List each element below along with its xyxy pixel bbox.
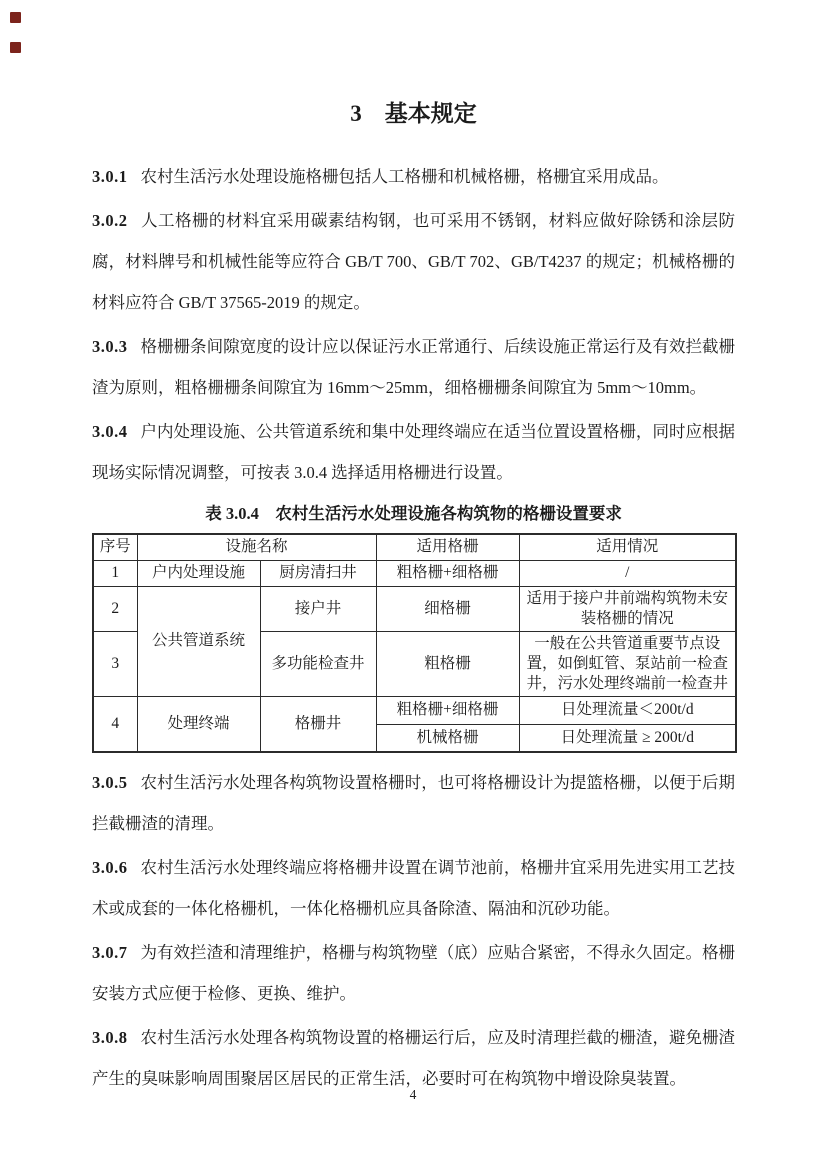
clause-text: 农村生活污水处理终端应将格栅井设置在调节池前，格栅井宜采用先进实用工艺技术或成套的一体化格栅机，一体化格栅机应具备除渣、隔油和沉砂功能。 [92,858,735,918]
header-facility: 设施名称 [137,534,376,560]
clause-number: 3.0.3 [92,337,128,356]
table-row [93,696,736,724]
cell-grille: 粗格栅+细格栅 [376,696,519,724]
cell-facility: 厨房清扫井 [260,560,376,586]
clause-3-0-1 [92,156,735,197]
section-title: 3 基本规定 [350,101,477,126]
cell-facility-group: 处理终端 [137,696,260,752]
clause-text: 农村生活污水处理各构筑物设置的格栅运行后，应及时清理拦截的栅渣，避免栅渣产生的臭味影响周围聚居区居民的正常生活，必要时可在构筑物中增设除臭装置。 [92,1028,735,1088]
annotation-mark-icon [10,42,21,53]
clause-text: 农村生活污水处理各构筑物设置格栅时，也可将格栅设计为提篮格栅，以便于后期拦截栅渣的清理。 [92,773,735,833]
cell-grille: 粗格栅+细格栅 [376,560,519,586]
cell-index: 4 [93,696,137,752]
cell-facility: 多功能检查井 [260,631,376,696]
clause-text: 格栅栅条间隙宽度的设计应以保证污水正常通行、后续设施正常运行及有效拦截栅渣为原则，粗格栅栅条间隙宜为 16mm～25mm，细格栅栅条间隙宜为 5mm～10mm。 [92,337,735,397]
clause-3-0-4 [92,411,735,493]
clause-number: 3.0.6 [92,858,128,877]
cell-index: 3 [93,631,137,696]
table-header-row [93,534,736,560]
cell-situation: 一般在公共管道重要节点设置，如倒虹管、泵站前一检查井，污水处理终端前一检查井 [519,631,736,696]
cell-grille: 机械格栅 [376,724,519,752]
cell-facility-group: 公共管道系统 [137,586,260,696]
cell-index: 1 [93,560,137,586]
cell-situation: / [519,560,736,586]
page-content [92,0,735,1102]
clause-number: 3.0.2 [92,211,128,230]
clause-text: 户内处理设施、公共管道系统和集中处理终端应在适当位置设置格栅，同时应根据现场实际情况调整，可按表 3.0.4 选择适用格栅进行设置。 [92,422,735,482]
clause-3-0-2 [92,200,735,323]
clause-3-0-6 [92,847,735,929]
table-caption: 表 3.0.4 农村生活污水处理设施各构筑物的格栅设置要求 [205,504,622,523]
page-number: 4 [409,1087,417,1102]
cell-grille: 细格栅 [376,586,519,631]
cell-index: 2 [93,586,137,631]
grille-requirements-table [92,533,737,753]
cell-facility: 接户井 [260,586,376,631]
table-row [93,586,736,631]
cell-situation: 日处理流量 ≥ 200t/d [519,724,736,752]
cell-facility: 格栅井 [260,696,376,752]
clause-number: 3.0.8 [92,1028,128,1047]
clause-number: 3.0.7 [92,943,128,962]
clause-text: 农村生活污水处理设施格栅包括人工格栅和机械格栅，格栅宜采用成品。 [140,167,669,186]
header-situation: 适用情况 [519,534,736,560]
cell-situation: 日处理流量＜200t/d [519,696,736,724]
clause-number: 3.0.1 [92,167,128,186]
clause-3-0-3 [92,326,735,408]
annotation-mark-icon [10,12,21,23]
clause-number: 3.0.4 [92,422,128,441]
header-grille: 适用格栅 [376,534,519,560]
cell-grille: 粗格栅 [376,631,519,696]
header-index: 序号 [93,534,137,560]
clause-text: 为有效拦渣和清理维护，格栅与构筑物壁（底）应贴合紧密，不得永久固定。格栅安装方式应便于检修、更换、维护。 [92,943,735,1003]
clause-3-0-7 [92,932,735,1014]
clause-number: 3.0.5 [92,773,128,792]
clause-3-0-5 [92,762,735,844]
cell-facility-group: 户内处理设施 [137,560,260,586]
table-row [93,560,736,586]
clause-text: 人工格栅的材料宜采用碳素结构钢，也可采用不锈钢，材料应做好除锈和涂层防腐，材料牌号和机械性能等应符合 GB/T 700、GB/T 702、GB/T4237 的规定；机械格栅的材料应符合 GB/T 37565-2019 的规定。 [92,211,735,312]
cell-situation: 适用于接户井前端构筑物未安装格栅的情况 [519,586,736,631]
